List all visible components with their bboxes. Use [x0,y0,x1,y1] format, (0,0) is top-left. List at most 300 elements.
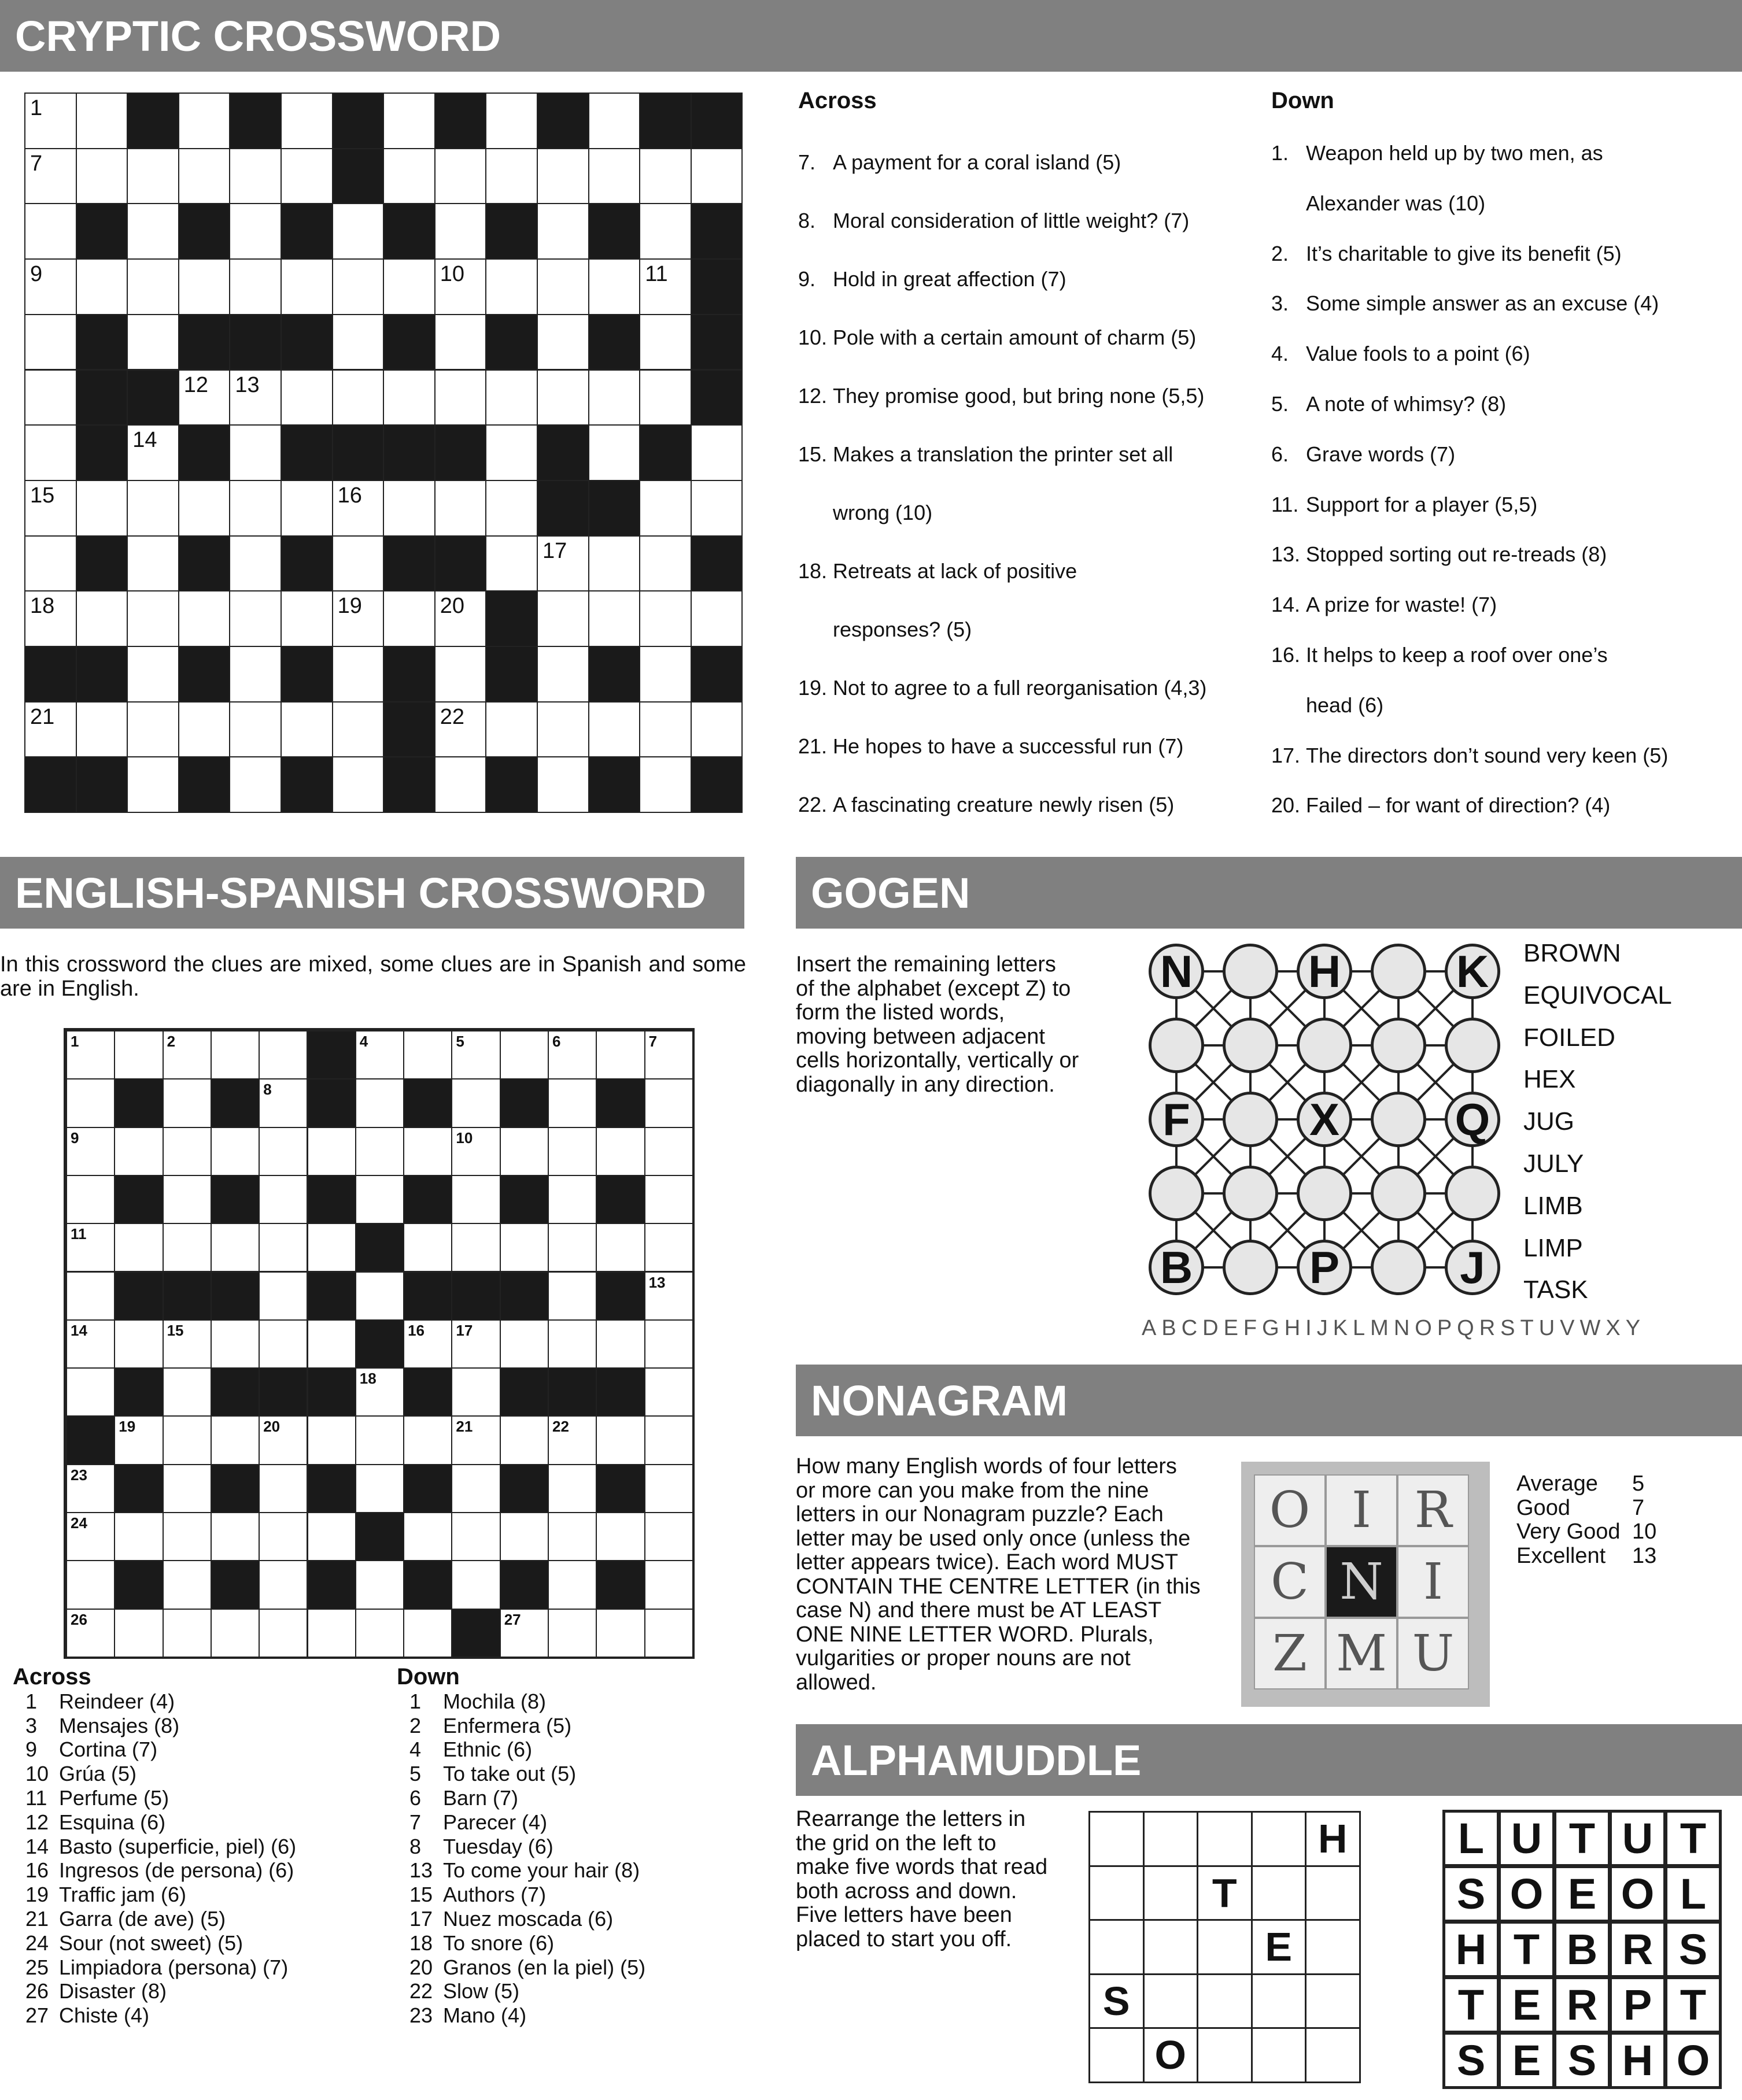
spanish-cell[interactable] [596,1512,645,1561]
cryptic-cell[interactable] [229,701,282,758]
cryptic-cell[interactable] [537,369,589,426]
cryptic-cell[interactable] [485,480,538,537]
cryptic-cell[interactable] [24,701,77,758]
alphamuddle-answer-cell[interactable] [1251,1973,1307,2029]
spanish-cell[interactable] [596,1415,645,1465]
alphamuddle-answer-cell[interactable]: O [1143,2027,1199,2083]
spanish-cell[interactable] [548,1271,597,1321]
spanish-cell[interactable] [163,1078,212,1127]
cryptic-cell[interactable] [434,701,487,758]
cryptic-cell[interactable] [537,646,589,703]
cryptic-cell[interactable] [178,258,231,315]
cryptic-cell[interactable] [332,590,385,647]
cryptic-cell[interactable] [691,480,743,537]
spanish-cell[interactable] [259,1271,308,1321]
cryptic-cell[interactable] [639,314,692,371]
alphamuddle-answer-cell[interactable] [1088,2027,1145,2083]
spanish-cell[interactable] [451,1223,500,1272]
spanish-cell[interactable] [644,1367,693,1417]
cryptic-cell[interactable] [485,424,538,481]
cryptic-cell[interactable] [588,424,641,481]
spanish-cell[interactable] [451,1127,500,1176]
spanish-cell[interactable] [259,1030,308,1079]
spanish-cell[interactable] [548,1030,597,1079]
cryptic-cell[interactable] [281,701,333,758]
alphamuddle-answer-cell[interactable] [1251,2027,1307,2083]
spanish-cell[interactable] [163,1319,212,1369]
gogen-letter-cell[interactable]: Q [1445,1092,1500,1147]
spanish-cell[interactable] [66,1512,115,1561]
spanish-cell[interactable] [644,1415,693,1465]
spanish-cell[interactable] [66,1030,115,1079]
cryptic-cell[interactable] [332,756,385,813]
spanish-cell[interactable] [644,1175,693,1224]
cryptic-cell[interactable] [537,535,589,592]
spanish-cell[interactable] [259,1175,308,1224]
spanish-cell[interactable] [548,1175,597,1224]
spanish-cell[interactable] [114,1030,163,1079]
spanish-cell[interactable] [259,1415,308,1465]
alphamuddle-answer-cell[interactable]: T [1197,1865,1253,1921]
cryptic-cell[interactable] [76,93,128,149]
cryptic-cell[interactable] [691,590,743,647]
gogen-letter-cell[interactable]: H [1297,944,1352,999]
cryptic-cell[interactable] [178,148,231,205]
cryptic-cell[interactable] [537,258,589,315]
gogen-letter-cell[interactable]: J [1445,1240,1500,1295]
spanish-cell[interactable] [163,1223,212,1272]
cryptic-cell[interactable] [281,480,333,537]
cryptic-cell[interactable] [537,203,589,260]
gogen-empty-cell[interactable] [1149,1018,1204,1073]
alphamuddle-answer-cell[interactable] [1305,1919,1361,1975]
cryptic-cell[interactable] [127,535,179,592]
spanish-cell[interactable] [259,1512,308,1561]
spanish-cell[interactable] [114,1609,163,1658]
cryptic-cell[interactable] [332,535,385,592]
alphamuddle-answer-cell[interactable] [1088,1811,1145,1867]
cryptic-cell[interactable] [639,203,692,260]
cryptic-cell[interactable] [24,258,77,315]
cryptic-cell[interactable] [76,701,128,758]
spanish-cell[interactable] [259,1078,308,1127]
alphamuddle-answer-cell[interactable] [1143,1919,1199,1975]
cryptic-cell[interactable] [127,480,179,537]
spanish-cell[interactable] [355,1175,404,1224]
gogen-letter-cell[interactable]: P [1297,1240,1352,1295]
cryptic-cell[interactable] [281,258,333,315]
cryptic-cell[interactable] [434,369,487,426]
spanish-cell[interactable] [355,1560,404,1609]
spanish-cell[interactable] [548,1512,597,1561]
cryptic-cell[interactable] [178,369,231,426]
spanish-cell[interactable] [307,1415,356,1465]
cryptic-cell[interactable] [127,314,179,371]
spanish-cell[interactable] [548,1223,597,1272]
cryptic-cell[interactable] [588,369,641,426]
cryptic-cell[interactable] [281,93,333,149]
cryptic-cell[interactable] [691,701,743,758]
spanish-cell[interactable] [114,1127,163,1176]
spanish-cell[interactable] [66,1078,115,1127]
cryptic-cell[interactable] [24,314,77,371]
spanish-cell[interactable] [66,1319,115,1369]
cryptic-cell[interactable] [24,480,77,537]
cryptic-cell[interactable] [434,646,487,703]
cryptic-cell[interactable] [639,590,692,647]
gogen-empty-cell[interactable] [1297,1166,1352,1221]
cryptic-cell[interactable] [588,590,641,647]
spanish-cell[interactable] [66,1175,115,1224]
spanish-cell[interactable] [548,1464,597,1513]
spanish-cell[interactable] [548,1319,597,1369]
alphamuddle-answer-cell[interactable] [1088,1865,1145,1921]
spanish-cell[interactable] [66,1609,115,1658]
gogen-letter-cell[interactable]: X [1297,1092,1352,1147]
cryptic-cell[interactable] [178,93,231,149]
alphamuddle-answer-cell[interactable] [1197,1973,1253,2029]
cryptic-cell[interactable] [639,756,692,813]
spanish-cell[interactable] [403,1512,452,1561]
cryptic-cell[interactable] [485,369,538,426]
cryptic-cell[interactable] [229,369,282,426]
spanish-cell[interactable] [307,1609,356,1658]
cryptic-cell[interactable] [537,756,589,813]
cryptic-cell[interactable] [588,535,641,592]
cryptic-cell[interactable] [281,148,333,205]
cryptic-cell[interactable] [588,701,641,758]
cryptic-cell[interactable] [639,148,692,205]
cryptic-cell[interactable] [332,203,385,260]
cryptic-cell[interactable] [229,480,282,537]
cryptic-cell[interactable] [281,369,333,426]
spanish-cell[interactable] [644,1512,693,1561]
cryptic-cell[interactable] [485,93,538,149]
spanish-cell[interactable] [259,1560,308,1609]
gogen-empty-cell[interactable] [1371,1166,1426,1221]
spanish-cell[interactable] [163,1030,212,1079]
cryptic-cell[interactable] [434,480,487,537]
gogen-empty-cell[interactable] [1445,1166,1500,1221]
spanish-cell[interactable] [211,1030,260,1079]
spanish-cell[interactable] [644,1319,693,1369]
spanish-cell[interactable] [451,1030,500,1079]
spanish-cell[interactable] [500,1223,549,1272]
spanish-cell[interactable] [500,1030,549,1079]
alphamuddle-answer-cell[interactable] [1251,1811,1307,1867]
spanish-cell[interactable] [163,1609,212,1658]
alphamuddle-answer-cell[interactable] [1197,1811,1253,1867]
spanish-cell[interactable] [403,1127,452,1176]
cryptic-cell[interactable] [485,258,538,315]
cryptic-cell[interactable] [24,535,77,592]
cryptic-cell[interactable] [639,480,692,537]
spanish-cell[interactable] [500,1127,549,1176]
spanish-cell[interactable] [403,1609,452,1658]
cryptic-cell[interactable] [229,258,282,315]
gogen-letter-cell[interactable]: B [1149,1240,1204,1295]
spanish-cell[interactable] [259,1464,308,1513]
spanish-cell[interactable] [259,1223,308,1272]
cryptic-cell[interactable] [588,148,641,205]
cryptic-cell[interactable] [691,148,743,205]
spanish-cell[interactable] [500,1319,549,1369]
cryptic-cell[interactable] [332,258,385,315]
alphamuddle-letter-cell: P [1609,1976,1666,2034]
spanish-cell[interactable] [548,1127,597,1176]
cryptic-cell[interactable] [434,258,487,315]
spanish-cell[interactable] [66,1464,115,1513]
spanish-cell[interactable] [644,1078,693,1127]
spanish-cell[interactable] [644,1271,693,1321]
gogen-empty-cell[interactable] [1223,944,1278,999]
spanish-cell[interactable] [596,1609,645,1658]
spanish-cell[interactable] [307,1319,356,1369]
cryptic-cell[interactable] [639,258,692,315]
spanish-cell[interactable] [211,1415,260,1465]
gogen-empty-cell[interactable] [1445,1018,1500,1073]
cryptic-cell[interactable] [24,424,77,481]
spanish-cell[interactable] [211,1127,260,1176]
cryptic-cell[interactable] [229,203,282,260]
cryptic-cell[interactable] [434,148,487,205]
cryptic-cell[interactable] [281,590,333,647]
spanish-cell[interactable] [403,1223,452,1272]
cryptic-cell[interactable] [485,701,538,758]
gogen-empty-cell[interactable] [1371,944,1426,999]
gogen-empty-cell[interactable] [1371,1018,1426,1073]
alphamuddle-answer-cell[interactable] [1088,1919,1145,1975]
spanish-cell[interactable] [66,1271,115,1321]
spanish-cell[interactable] [66,1560,115,1609]
spanish-cell[interactable] [114,1319,163,1369]
cryptic-cell[interactable] [24,590,77,647]
alphamuddle-answer-cell[interactable] [1251,1865,1307,1921]
alphamuddle-answer-cell[interactable] [1305,2027,1361,2083]
cryptic-cell[interactable] [76,590,128,647]
spanish-cell[interactable] [163,1512,212,1561]
spanish-cell[interactable] [259,1609,308,1658]
spanish-cell[interactable] [451,1078,500,1127]
cryptic-cell[interactable] [332,314,385,371]
cryptic-cell[interactable] [332,369,385,426]
spanish-cell[interactable] [114,1223,163,1272]
cryptic-cell[interactable] [383,590,436,647]
spanish-cell[interactable] [548,1415,597,1465]
cryptic-cell[interactable] [127,203,179,260]
cryptic-cell[interactable] [127,646,179,703]
cryptic-cell[interactable] [434,756,487,813]
spanish-cell[interactable] [211,1319,260,1369]
cryptic-cell[interactable] [127,258,179,315]
cryptic-cell[interactable] [383,93,436,149]
gogen-empty-cell[interactable] [1223,1166,1278,1221]
gogen-empty-cell[interactable] [1149,1166,1204,1221]
spanish-cell[interactable] [644,1127,693,1176]
cryptic-cell[interactable] [76,148,128,205]
spanish-cell[interactable] [355,1127,404,1176]
spanish-cell[interactable] [163,1127,212,1176]
spanish-clue-number: 7 [648,1033,658,1050]
spanish-cell[interactable] [548,1560,597,1609]
spanish-cell[interactable] [355,1609,404,1658]
cryptic-cell[interactable] [588,93,641,149]
spanish-cell[interactable] [355,1271,404,1321]
cryptic-cell[interactable] [127,590,179,647]
cryptic-cell[interactable] [127,701,179,758]
cryptic-cell[interactable] [332,646,385,703]
spanish-cell[interactable] [596,1127,645,1176]
gogen-empty-cell[interactable] [1297,1018,1352,1073]
cryptic-cell[interactable] [127,148,179,205]
cryptic-cell[interactable] [434,203,487,260]
spanish-block [211,1560,260,1609]
cryptic-cell[interactable] [178,590,231,647]
cryptic-cell[interactable] [485,535,538,592]
spanish-cell[interactable] [66,1367,115,1417]
spanish-cell[interactable] [114,1415,163,1465]
spanish-cell[interactable] [451,1367,500,1417]
cryptic-cell[interactable] [127,756,179,813]
cryptic-cell[interactable] [537,701,589,758]
alphamuddle-answer-cell[interactable] [1143,1973,1199,2029]
alphamuddle-answer-cell[interactable]: S [1088,1973,1145,2029]
spanish-cell[interactable] [211,1512,260,1561]
spanish-cell[interactable] [596,1223,645,1272]
cryptic-cell[interactable] [24,203,77,260]
spanish-cell[interactable] [451,1415,500,1465]
spanish-cell[interactable] [163,1175,212,1224]
cryptic-cell[interactable] [332,701,385,758]
cryptic-cell[interactable] [434,314,487,371]
cryptic-cell[interactable] [229,148,282,205]
cryptic-cell[interactable] [639,535,692,592]
cryptic-cell[interactable] [127,424,179,481]
cryptic-cell[interactable] [383,480,436,537]
spanish-cell[interactable] [355,1415,404,1465]
spanish-cell[interactable] [644,1030,693,1079]
alphamuddle-answer-cell[interactable] [1197,2027,1253,2083]
spanish-cell[interactable] [307,1512,356,1561]
spanish-cell[interactable] [355,1078,404,1127]
spanish-cell[interactable] [355,1367,404,1417]
spanish-cell[interactable] [259,1127,308,1176]
spanish-cell[interactable] [403,1319,452,1369]
spanish-cell[interactable] [644,1464,693,1513]
spanish-cell[interactable] [66,1127,115,1176]
spanish-cell[interactable] [307,1223,356,1272]
gogen-empty-cell[interactable] [1223,1240,1278,1295]
spanish-cell[interactable] [451,1560,500,1609]
cryptic-cell[interactable] [24,93,77,149]
spanish-cell[interactable] [596,1030,645,1079]
cryptic-cell[interactable] [229,756,282,813]
spanish-cell[interactable] [355,1030,404,1079]
spanish-cell[interactable] [644,1223,693,1272]
nonagram-letter: Z [1254,1618,1326,1689]
cryptic-cell[interactable] [434,590,487,647]
alphamuddle-answer-cell[interactable] [1197,1919,1253,1975]
gogen-letter-cell[interactable]: N [1149,944,1204,999]
spanish-cell[interactable] [451,1464,500,1513]
spanish-cell[interactable] [644,1609,693,1658]
cryptic-cell[interactable] [383,148,436,205]
alphamuddle-answer-cell[interactable] [1143,1865,1199,1921]
cryptic-cell[interactable] [229,535,282,592]
alphamuddle-answer-cell[interactable] [1305,1973,1361,2029]
cryptic-cell[interactable] [178,480,231,537]
cryptic-across-clue [798,793,1174,817]
cryptic-cell[interactable] [588,258,641,315]
cryptic-cell[interactable] [76,480,128,537]
spanish-cell[interactable] [644,1560,693,1609]
gogen-letter-cell[interactable]: F [1149,1092,1204,1147]
cryptic-cell[interactable] [229,424,282,481]
spanish-cell[interactable] [355,1464,404,1513]
spanish-cell[interactable] [596,1319,645,1369]
spanish-cell[interactable] [66,1223,115,1272]
cryptic-cell[interactable] [639,701,692,758]
cryptic-cell[interactable] [76,258,128,315]
spanish-cell[interactable] [259,1319,308,1369]
alphamuddle-answer-cell[interactable] [1143,1811,1199,1867]
cryptic-cell[interactable] [383,258,436,315]
cryptic-cell[interactable] [639,369,692,426]
spanish-cell[interactable] [548,1609,597,1658]
cryptic-cell[interactable] [332,480,385,537]
cryptic-cell[interactable] [537,148,589,205]
spanish-cell[interactable] [451,1512,500,1561]
spanish-cell[interactable] [451,1319,500,1369]
cryptic-cell[interactable] [178,701,231,758]
gogen-empty-cell[interactable] [1371,1092,1426,1147]
alphamuddle-answer-cell[interactable]: E [1251,1919,1307,1975]
cryptic-cell[interactable] [485,148,538,205]
alphamuddle-answer-cell[interactable] [1305,1865,1361,1921]
cryptic-cell[interactable] [229,590,282,647]
spanish-cell[interactable] [500,1609,549,1658]
spanish-cell[interactable] [163,1464,212,1513]
spanish-cell[interactable] [403,1030,452,1079]
spanish-cell[interactable] [403,1415,452,1465]
gogen-empty-cell[interactable] [1223,1092,1278,1147]
spanish-cell[interactable] [500,1415,549,1465]
spanish-cell[interactable] [211,1223,260,1272]
spanish-cell[interactable] [548,1078,597,1127]
cryptic-cell[interactable] [24,369,77,426]
spanish-cell[interactable] [163,1560,212,1609]
spanish-cell[interactable] [307,1127,356,1176]
cryptic-cell[interactable] [383,369,436,426]
spanish-cell[interactable] [451,1175,500,1224]
cryptic-cell[interactable] [229,646,282,703]
spanish-cell[interactable] [500,1512,549,1561]
spanish-cell[interactable] [114,1512,163,1561]
spanish-cell[interactable] [163,1367,212,1417]
cryptic-cell[interactable] [537,314,589,371]
alphamuddle-answer-cell[interactable]: H [1305,1811,1361,1867]
cryptic-cell[interactable] [639,646,692,703]
gogen-letter-cell[interactable]: K [1445,944,1500,999]
spanish-cell[interactable] [163,1415,212,1465]
gogen-empty-cell[interactable] [1223,1018,1278,1073]
cryptic-cell[interactable] [537,590,589,647]
cryptic-cell[interactable] [24,148,77,205]
cryptic-cell[interactable] [691,424,743,481]
gogen-empty-cell[interactable] [1371,1240,1426,1295]
cryptic-across-clue [798,384,1204,408]
spanish-cell[interactable] [211,1609,260,1658]
